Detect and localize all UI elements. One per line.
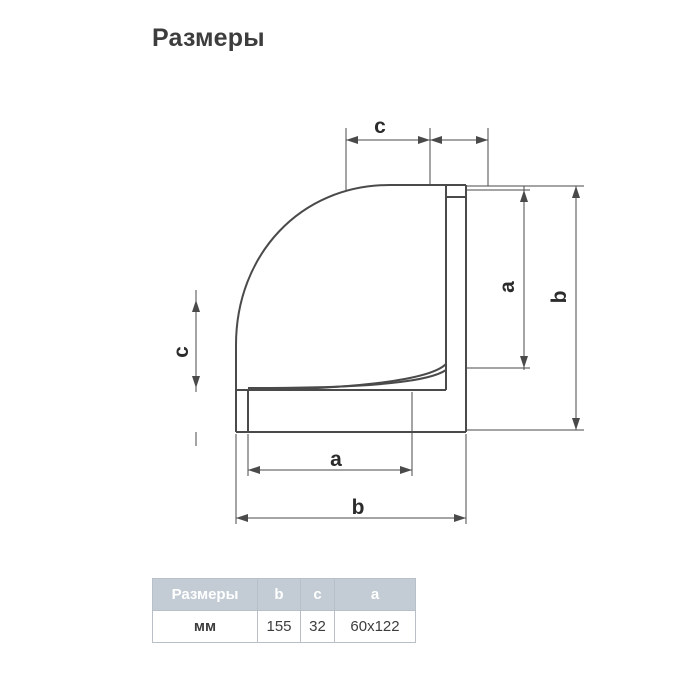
dim-label-b-right: b: [548, 290, 571, 304]
table-header-row: [153, 579, 416, 611]
table-cell-a: 60x122: [335, 611, 416, 643]
table-header-c: c: [301, 579, 335, 611]
table-cell-c: 32: [301, 611, 335, 643]
dim-label-c-left: c: [170, 346, 193, 358]
dim-label-c-top: c: [374, 115, 386, 138]
table-cell-b: 155: [258, 611, 301, 643]
dim-label-a-right: a: [496, 281, 519, 293]
dim-label-b-bottom: b: [351, 496, 365, 519]
table-row: [153, 611, 416, 643]
table-header-b: b: [258, 579, 301, 611]
page-title: Размеры: [152, 24, 265, 52]
table-header-name: Размеры: [153, 579, 258, 611]
dim-label-a-bottom: a: [330, 448, 342, 471]
dimensions-table: [152, 578, 416, 643]
table-header-a: a: [335, 579, 416, 611]
table-cell-unit: мм: [153, 611, 258, 643]
